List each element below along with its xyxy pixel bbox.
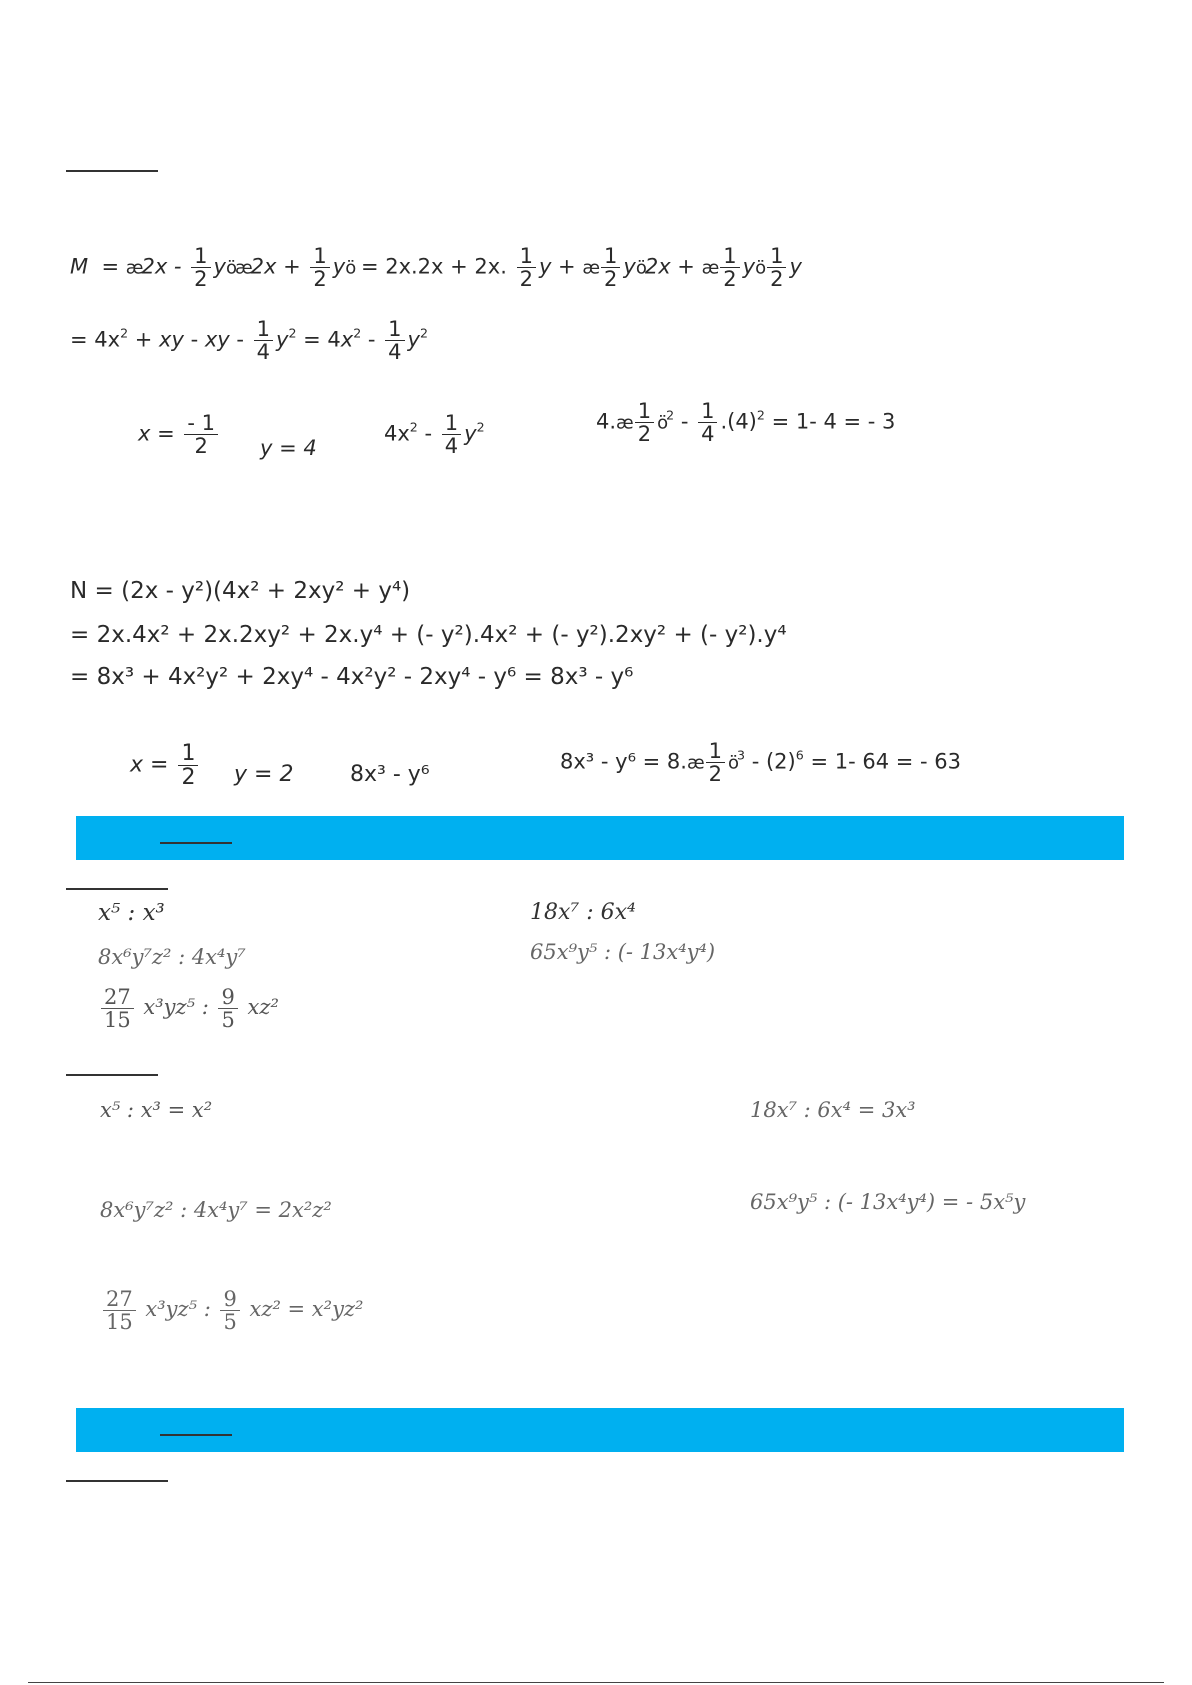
- question-4: 18x⁷ : 6x⁴: [530, 900, 636, 925]
- n-expression-line2: = 2x.4x² + 2x.2xy² + 2x.y⁴ + (- y²).4x² + (- y²).2xy² + (- y²).y⁴: [70, 622, 787, 648]
- heading-underline-2: [66, 888, 168, 890]
- substitution-1-y: y = 4: [260, 436, 317, 460]
- substitution-2-y: y = 2: [234, 762, 294, 787]
- section-band-1-underline: [160, 842, 232, 844]
- question-2: 8x⁶y⁷z² : 4x⁴y⁷: [98, 945, 246, 969]
- question-3: $\frac{27}{15}$ x³yz⁵ : $\frac{9}{5}$ xz²: [98, 986, 279, 1031]
- answer-5: 65x⁹y⁵ : (- 13x⁴y⁴) = - 5x⁵y: [750, 1190, 1026, 1214]
- question-5: 65x⁹y⁵ : (- 13x⁴y⁴): [530, 940, 716, 964]
- heading-underline-3: [66, 1074, 158, 1076]
- answer-2: 8x⁶y⁷z² : 4x⁴y⁷ = 2x²z²: [100, 1198, 332, 1222]
- answer-3: $\frac{27}{15}$ x³yz⁵ : $\frac{9}{5}$ xz² = x²yz²: [100, 1288, 363, 1333]
- heading-underline-1: [66, 170, 158, 172]
- answer-1: x⁵ : x³ = x²: [100, 1098, 213, 1122]
- answer-4: 18x⁷ : 6x⁴ = 3x³: [750, 1098, 916, 1122]
- m-expression-line1: M = æ2x - $\frac{1}{2}$ yöæ2x + $\frac{1}{2}$ yö = 2x.2x + 2x. $\frac{1}{2}$ y + æ $\frac{1}{2}$ yö2x + æ $\frac{1}{2}$ yö $\frac{1}{2}$ y: [70, 244, 802, 292]
- page-bottom-rule: [28, 1682, 1164, 1683]
- substitution-1-calculation: 4.æ $\frac{1}{2}$ $ö^2$ - $\frac{1}{4}$ $.(4)^2 = 1-$ 4 = - 3: [596, 399, 896, 447]
- substitution-2-calculation: 8x³ - y⁶ = 8.æ $\frac{1}{2}$ $ö^3 - (2)^6 = 1-$ 64 = - 63: [560, 739, 961, 787]
- section-band-2-underline: [160, 1434, 232, 1436]
- section-band-1: [76, 816, 1124, 860]
- n-expression-line1: N = (2x - y²)(4x² + 2xy² + y⁴): [70, 578, 411, 604]
- n-expression-line3: = 8x³ + 4x²y² + 2xy⁴ - 4x²y² - 2xy⁴ - y⁶ = 8x³ - y⁶: [70, 664, 634, 690]
- question-1: x⁵ : x³: [98, 900, 165, 926]
- heading-underline-4: [66, 1480, 168, 1482]
- substitution-1-expression: $4x^2$ - $\frac{1}{4}$ $y^2$: [384, 411, 485, 459]
- substitution-2-expression: 8x³ - y⁶: [350, 762, 430, 787]
- substitution-2-x: x = $\frac{1}{2}$: [130, 742, 201, 789]
- section-band-2: [76, 1408, 1124, 1452]
- substitution-1-x: x = $\frac{- 1}{2}$: [138, 412, 221, 457]
- m-expression-line2: = $4x^2$ + xy - xy - $\frac{1}{4}$ $y^2 = 4x^2$ - $\frac{1}{4}$ $y^2$: [70, 317, 428, 365]
